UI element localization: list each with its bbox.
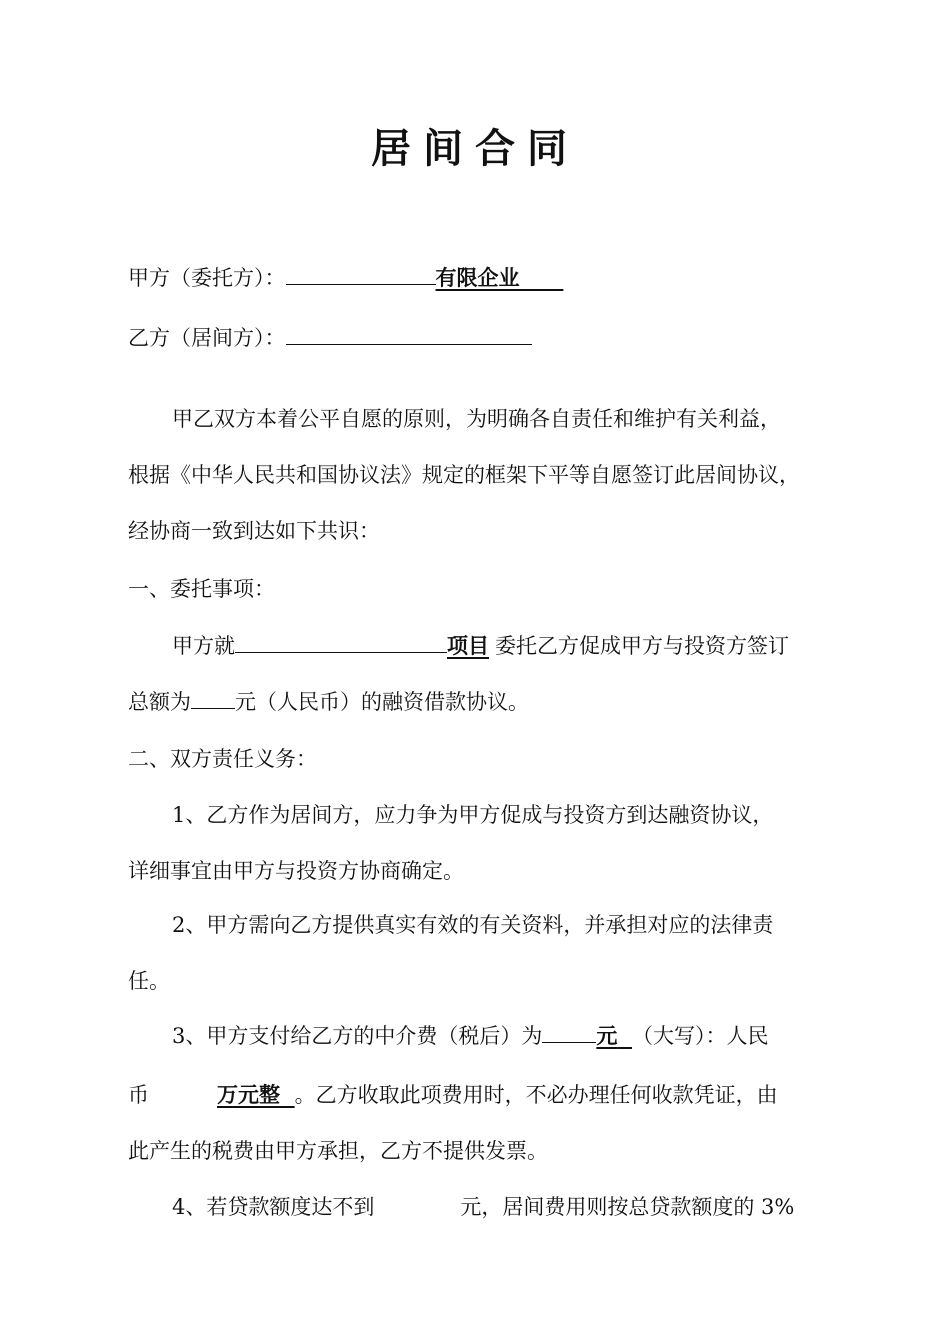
project-name-blank (235, 630, 447, 653)
item-4-text-start: 4、若贷款额度达不到 (172, 1195, 375, 1219)
party-a-value: 有限企业 (435, 266, 520, 290)
intro-line-2: 根据《中华人民共和国协议法》规定的框架下平等自愿签订此居间协议， (128, 463, 800, 487)
item-3-line-2-end: 。乙方收取此项费用时，不必办理任何收款凭证，由 (294, 1083, 778, 1107)
intro-line-1: 甲乙双方本着公平自愿的原则，为明确各自责任和维护有关利益， (172, 407, 781, 431)
item-3-text-start: 3、甲方支付给乙方的中介费（税后）为 (172, 1024, 543, 1048)
intro-line-3: 经协商一致到达如下共识： (128, 519, 380, 543)
item-3-line-1 (172, 1020, 768, 1051)
party-b-blank (286, 322, 532, 345)
section-1-heading: 一、委托事项： (128, 577, 275, 601)
fee-amount-in-words: 万元整 (217, 1083, 280, 1107)
item-2-line-2: 任。 (128, 969, 170, 993)
section-1-text-end: 委托乙方促成甲方与投资方签订 (495, 634, 789, 658)
item-3-line-3: 此产生的税费由甲方承担，乙方不提供发票。 (128, 1139, 548, 1163)
item-4-line-1 (172, 1192, 794, 1222)
total-amount-text-end: 元（人民币）的融资借款协议。 (235, 690, 529, 714)
fee-amount-blank (542, 1020, 596, 1043)
section-1-paragraph-line-1 (172, 630, 789, 661)
total-amount-blank (191, 686, 235, 709)
section-1-paragraph-line-2 (128, 686, 529, 717)
item-3-line-2 (128, 1080, 778, 1110)
party-a-label: 甲方（委托方）： (128, 266, 286, 290)
party-a-blank (286, 262, 436, 285)
document-title: 居间合同 (371, 126, 579, 172)
item-3-text-end: （大写）：人民 (631, 1024, 769, 1048)
currency-label: 币 (128, 1083, 149, 1107)
item-1-line-2: 详细事宜由甲方与投资方协商确定。 (128, 859, 464, 883)
fee-unit: 元 (596, 1024, 618, 1048)
party-a-line (128, 262, 563, 293)
item-4-text-end: 元，居间费用则按总贷款额度的 3% (460, 1195, 795, 1219)
item-1-line-1: 1、乙方作为居间方，应力争为甲方促成与投资方到达融资协议， (172, 803, 774, 827)
section-2-heading: 二、双方责任义务： (128, 747, 317, 771)
party-b-label: 乙方（居间方）： (128, 326, 286, 350)
section-1-text-start: 甲方就 (172, 634, 235, 658)
project-label: 项目 (447, 634, 489, 658)
party-b-line (128, 322, 532, 353)
item-2-line-1: 2、甲方需向乙方提供真实有效的有关资料，并承担对应的法律责 (172, 913, 774, 937)
total-amount-text-start: 总额为 (128, 690, 191, 714)
